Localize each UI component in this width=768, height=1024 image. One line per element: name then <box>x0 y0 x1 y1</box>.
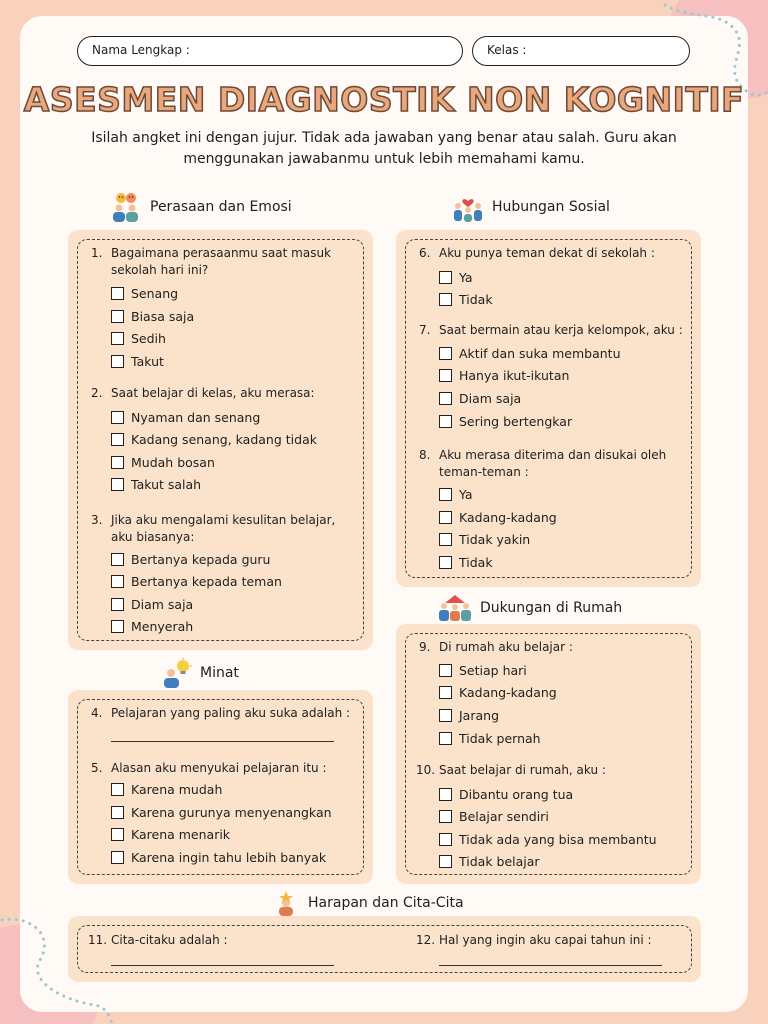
option-checkbox[interactable] <box>111 597 193 612</box>
option-label: Kadang-kadang <box>459 685 557 700</box>
option-checkbox[interactable] <box>111 619 193 634</box>
checkbox[interactable] <box>439 686 452 699</box>
question-text: Alasan aku menyukai pelajaran itu : <box>111 761 327 775</box>
section-header-sosial <box>452 192 610 222</box>
option-label: Kadang-kadang <box>459 510 557 525</box>
question-text: Bagaimana perasaanmu saat masuk sekolah hari ini? <box>111 246 331 277</box>
checkbox[interactable] <box>111 553 124 566</box>
option-label: Hanya ikut-ikutan <box>459 368 570 383</box>
option-checkbox[interactable] <box>111 477 201 492</box>
question-number: 9. <box>419 640 431 654</box>
section-title-minat: Minat <box>200 665 239 681</box>
option-checkbox[interactable] <box>439 809 549 824</box>
question-text: Saat bermain atau kerja kelompok, aku : <box>439 323 683 337</box>
option-label: Takut salah <box>131 477 202 492</box>
option-checkbox[interactable] <box>439 292 493 307</box>
question-text: Aku merasa diterima dan disukai oleh teman-teman : <box>439 448 667 479</box>
option-label: Jarang <box>459 708 500 723</box>
option-checkbox[interactable] <box>439 270 473 285</box>
option-checkbox[interactable] <box>439 731 541 746</box>
option-checkbox[interactable] <box>111 410 260 425</box>
checkbox[interactable] <box>439 369 452 382</box>
option-label: Karena ingin tahu lebih banyak <box>131 850 327 865</box>
option-label: Tidak ada yang bisa membantu <box>459 832 657 847</box>
checkbox[interactable] <box>439 664 452 677</box>
checkbox[interactable] <box>111 433 124 446</box>
section-title-harapan: Harapan dan Cita-Cita <box>308 895 464 911</box>
option-checkbox[interactable] <box>111 455 215 470</box>
option-label: Belajar sendiri <box>459 809 549 824</box>
option-label: Diam saja <box>131 597 194 612</box>
option-checkbox[interactable] <box>111 805 332 820</box>
checkbox[interactable] <box>111 332 124 345</box>
checkbox[interactable] <box>111 456 124 469</box>
question-text: Pelajaran yang paling aku suka adalah : <box>111 706 351 720</box>
option-label: Tidak <box>459 292 493 307</box>
option-checkbox[interactable] <box>111 827 230 842</box>
question-number: 1. <box>91 246 103 260</box>
lightbulb-person-icon <box>162 658 192 688</box>
option-label: Karena mudah <box>131 782 223 797</box>
checkbox[interactable] <box>111 806 124 819</box>
option-checkbox[interactable] <box>439 487 473 502</box>
answer-line[interactable] <box>439 965 662 966</box>
checkbox[interactable] <box>439 855 452 868</box>
section-header-rumah <box>438 594 622 622</box>
section-title-rumah: Dukungan di Rumah <box>480 600 623 616</box>
checkbox[interactable] <box>439 488 452 501</box>
option-checkbox[interactable] <box>439 663 527 678</box>
section-title-perasaan: Perasaan dan Emosi <box>150 199 292 215</box>
checkbox[interactable] <box>439 271 452 284</box>
option-label: Sering bertengkar <box>459 414 573 429</box>
option-label: Nyaman dan senang <box>131 410 261 425</box>
question-number: 6. <box>419 246 431 260</box>
option-label: Takut <box>131 354 164 369</box>
checkbox[interactable] <box>111 783 124 796</box>
option-checkbox[interactable] <box>439 532 530 547</box>
option-label: Tidak yakin <box>459 532 531 547</box>
option-checkbox[interactable] <box>439 555 493 570</box>
checkbox[interactable] <box>111 598 124 611</box>
checkbox[interactable] <box>111 851 124 864</box>
checkbox[interactable] <box>439 788 452 801</box>
checkbox[interactable] <box>439 533 452 546</box>
question-text: Cita-citaku adalah : <box>111 933 228 947</box>
option-checkbox[interactable] <box>111 432 317 447</box>
question-text: Saat belajar di rumah, aku : <box>439 763 606 777</box>
option-label: Kadang senang, kadang tidak <box>131 432 317 447</box>
answer-line[interactable] <box>111 741 334 742</box>
checkbox[interactable] <box>439 810 452 823</box>
option-label: Diam saja <box>459 391 522 406</box>
question-text: Jika aku mengalami kesulitan belajar, aku biasanya: <box>111 513 336 544</box>
section-header-harapan <box>272 890 464 916</box>
option-label: Setiap hari <box>459 663 527 678</box>
panel-harapan <box>68 916 701 982</box>
section-title-sosial: Hubungan Sosial <box>492 199 610 215</box>
option-checkbox[interactable] <box>111 286 178 301</box>
family-home-icon <box>438 594 472 622</box>
option-label: Menyerah <box>131 619 194 634</box>
answer-line[interactable] <box>111 965 334 966</box>
option-label: Sedih <box>131 331 166 346</box>
question-number: 8. <box>419 448 431 462</box>
option-checkbox[interactable] <box>111 331 166 346</box>
option-checkbox[interactable] <box>439 854 540 869</box>
option-label: Aktif dan suka membantu <box>459 346 621 361</box>
name-field[interactable] <box>77 36 463 66</box>
option-label: Bertanya kepada teman <box>131 574 282 589</box>
checkbox[interactable] <box>111 355 124 368</box>
option-label: Karena menarik <box>131 827 231 842</box>
section-header-minat <box>162 658 239 688</box>
checkbox[interactable] <box>111 310 124 323</box>
option-checkbox[interactable] <box>111 309 194 324</box>
option-label: Mudah bosan <box>131 455 215 470</box>
star-person-icon <box>272 890 300 916</box>
option-checkbox[interactable] <box>439 787 573 802</box>
question-text: Hal yang ingin aku capai tahun ini : <box>439 933 652 947</box>
panel-minat <box>68 690 373 884</box>
option-checkbox[interactable] <box>111 850 326 865</box>
class-field[interactable] <box>472 36 690 66</box>
option-checkbox[interactable] <box>439 368 569 383</box>
option-label: Karena gurunya menyenangkan <box>131 805 332 820</box>
name-label: Nama Lengkap : <box>92 43 190 57</box>
question-number: 7. <box>419 323 431 337</box>
option-label: Senang <box>131 286 179 301</box>
question-number: 10. <box>416 763 436 777</box>
option-checkbox[interactable] <box>111 782 222 797</box>
option-label: Dibantu orang tua <box>459 787 574 802</box>
checkbox[interactable] <box>439 511 452 524</box>
question-text: Saat belajar di kelas, aku merasa: <box>111 386 315 400</box>
option-label: Tidak <box>459 555 493 570</box>
checkbox[interactable] <box>439 833 452 846</box>
option-checkbox[interactable] <box>439 391 521 406</box>
question-number: 2. <box>91 386 103 400</box>
question-text: Di rumah aku belajar : <box>439 640 573 654</box>
option-checkbox[interactable] <box>439 708 499 723</box>
page-title: ASESMEN DIAGNOSTIK NON KOGNITIF <box>23 80 745 119</box>
option-checkbox[interactable] <box>111 552 270 567</box>
panel-border <box>405 239 692 578</box>
checkbox[interactable] <box>111 287 124 300</box>
option-checkbox[interactable] <box>439 510 557 525</box>
checkbox[interactable] <box>111 411 124 424</box>
checkbox[interactable] <box>439 709 452 722</box>
checkbox[interactable] <box>439 415 452 428</box>
option-label: Tidak belajar <box>459 854 540 869</box>
people-heart-icon <box>452 192 484 222</box>
option-label: Tidak pernah <box>459 731 541 746</box>
option-label: Ya <box>459 270 473 285</box>
option-checkbox[interactable] <box>439 346 621 361</box>
option-checkbox[interactable] <box>111 354 164 369</box>
option-checkbox[interactable] <box>439 832 657 847</box>
class-label: Kelas : <box>487 43 527 57</box>
option-label: Bertanya kepada guru <box>131 552 271 567</box>
option-checkbox[interactable] <box>439 414 572 429</box>
question-number: 12. <box>416 933 436 947</box>
panel-perasaan <box>68 230 373 650</box>
panel-rumah <box>396 624 701 884</box>
panel-sosial <box>396 230 701 587</box>
emotion-faces-icon <box>110 192 142 222</box>
option-label: Ya <box>459 487 473 502</box>
section-header-perasaan <box>110 192 292 222</box>
question-number: 3. <box>91 513 103 527</box>
option-checkbox[interactable] <box>439 685 557 700</box>
checkbox[interactable] <box>439 347 452 360</box>
option-checkbox[interactable] <box>111 574 282 589</box>
question-text: Aku punya teman dekat di sekolah : <box>439 246 655 260</box>
intro-text: Isilah angket ini dengan jujur. Tidak ada jawaban yang benar atau salah. Guru akan menggunakan jawabanmu untuk lebih memahami kamu. <box>91 130 677 167</box>
checkbox[interactable] <box>111 478 124 491</box>
option-label: Biasa saja <box>131 309 195 324</box>
checkbox[interactable] <box>111 620 124 633</box>
checkbox[interactable] <box>439 732 452 745</box>
checkbox[interactable] <box>439 556 452 569</box>
question-number: 5. <box>91 761 103 775</box>
question-number: 11. <box>88 933 108 947</box>
question-number: 4. <box>91 706 103 720</box>
checkbox[interactable] <box>439 392 452 405</box>
checkbox[interactable] <box>111 575 124 588</box>
checkbox[interactable] <box>111 828 124 841</box>
checkbox[interactable] <box>439 293 452 306</box>
